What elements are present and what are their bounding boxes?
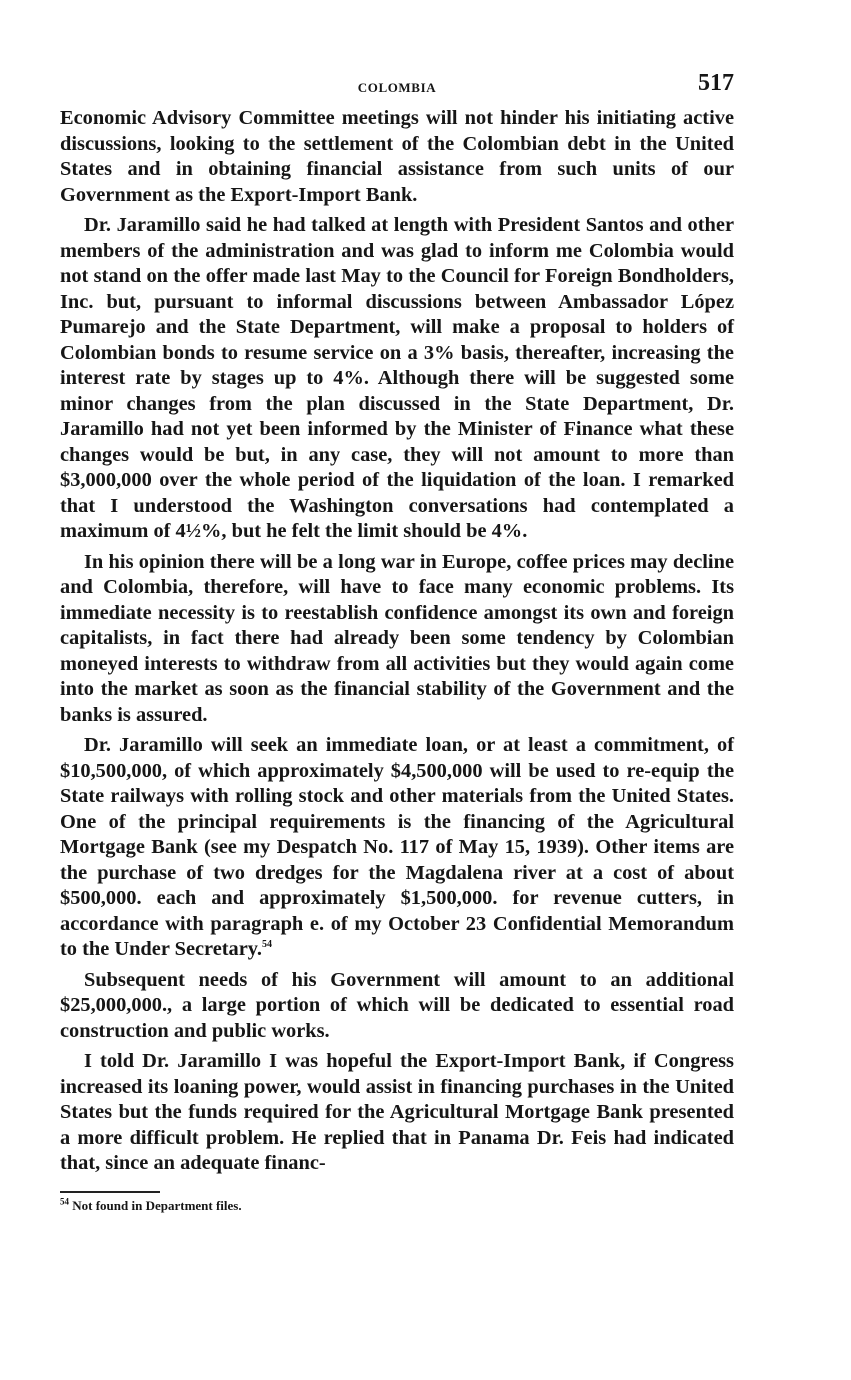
paragraph-text: Economic Advisory Committee meetings will not hinder his initiating active discussions, looking to the settlement of the Colombian debt in the United States and in obtaining financial assistance from such units of our Government as the Export-Import Bank. (60, 107, 734, 206)
paragraph (60, 733, 734, 963)
footnote-reference: 54 (261, 939, 272, 951)
paragraph-text: Dr. Jaramillo said he had talked at length with President Santos and other members of the administration and was glad to inform me Colombia would not stand on the offer made last May to the Council for Foreign Bondholders, Inc. but, pursuant to informal discussions between Ambassador López Pumarejo and the State Department, will make a proposal to holders of Colombian bonds to resume service on a 3% basis, thereafter, increasing the interest rate by stages up to 4%. Although there will be suggested some minor changes from the plan discussed in the State Department, Dr. Jaramillo had not yet been informed by the Minister of Finance what these changes would be but, in any case, they will not amount to more than $3,000,000 over the whole period of the liquidation of the loan. I remarked that I understood the Washington conversations had contemplated a maximum of 4½%, but he felt the limit should be 4%. (60, 214, 734, 542)
footnote-divider (60, 1191, 160, 1193)
paragraph (60, 968, 734, 1045)
paragraph (60, 213, 734, 545)
running-head (60, 70, 734, 106)
footnote-marker: 54 (60, 1196, 69, 1207)
paragraph (60, 106, 734, 208)
paragraph (60, 550, 734, 729)
paragraph-text: Dr. Jaramillo will seek an immediate loan, or at least a commitment, of $10,500,000, of which approximately $4,500,000 will be used to re-equip the State railways with rolling stock and other materials from the United States. One of the principal requirements is the financing of the Agricultural Mortgage Bank (see my Despatch No. 117 of May 15, 1939). Other items are the purchase of two dredges for the Magdalena river at a cost of about $500,000. each and approximately $1,500,000. for revenue cutters, in accordance with paragraph e. of my October 23 Confidential Memorandum to the Under Secretary. (60, 734, 734, 960)
document-page (60, 70, 734, 1214)
paragraph-text: Subsequent needs of his Government will amount to an additional $25,000,000., a large portion of which will be dedicated to essential road construction and public works. (60, 968, 734, 1042)
paragraph (60, 1049, 734, 1177)
page-number: 517 (698, 70, 734, 96)
section-title: COLOMBIA (357, 80, 437, 95)
footnote (60, 1198, 734, 1214)
footnote-text: Not found in Department files. (72, 1197, 242, 1213)
paragraph-text: I told Dr. Jaramillo I was hopeful the Export-Import Bank, if Congress increased its loaning power, would assist in financing purchases in the United States but the funds required for the Agricultural Mortgage Bank presented a more difficult problem. He replied that in Panama Dr. Feis had indicated that, since an adequate financ- (60, 1050, 734, 1174)
paragraph-text: In his opinion there will be a long war in Europe, coffee prices may decline and Colombia, therefore, will have to face many economic problems. Its immediate necessity is to reestablish confidence amongst its own and foreign capitalists, in fact there had already been some tendency by Colombian moneyed interests to withdraw from all activities but they would again come into the market as soon as the financial stability of the Government and the banks is assured. (60, 550, 734, 726)
body-text (60, 106, 734, 1177)
